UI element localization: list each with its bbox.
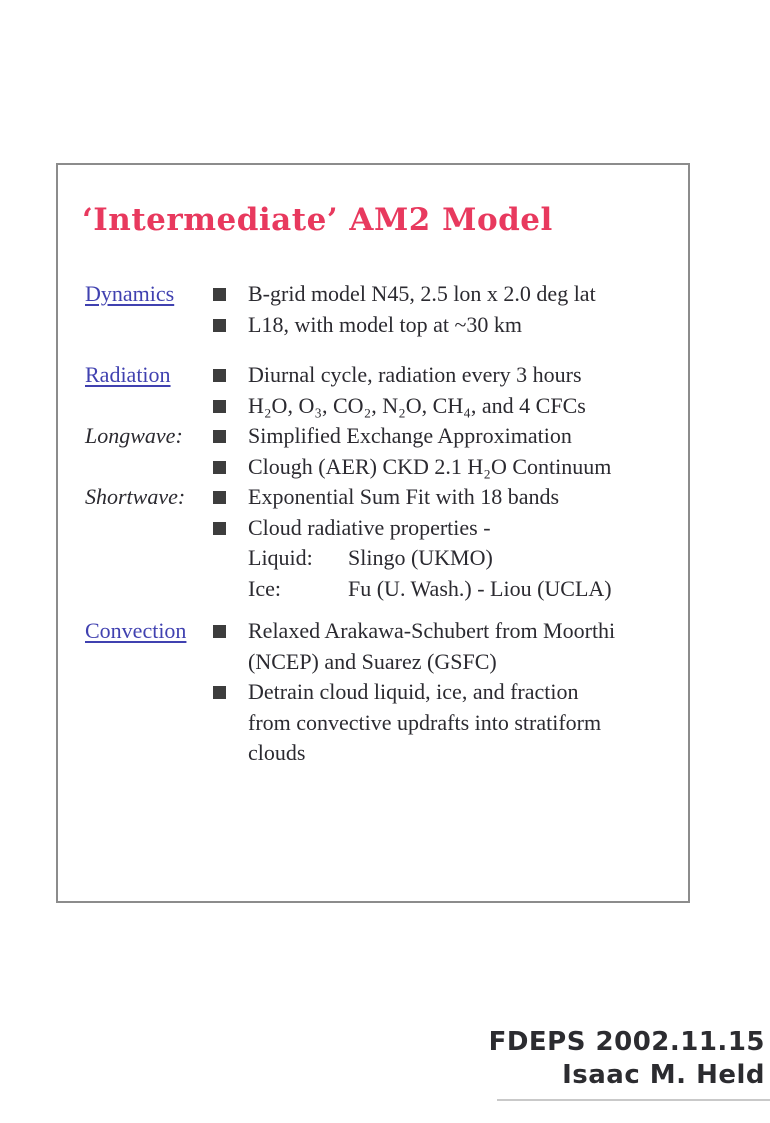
- row-convection: [85, 616, 670, 647]
- row-l18: [85, 310, 670, 341]
- handwritten-date: FDEPS 2002.11.15: [488, 1027, 765, 1057]
- section-link-radiation[interactable]: Radiation: [85, 362, 171, 387]
- bullet-square-icon: [213, 522, 226, 535]
- row-gases: [85, 391, 670, 422]
- section-link-convection[interactable]: Convection: [85, 618, 187, 643]
- row-ncep: [85, 647, 670, 678]
- bullet-square-icon: [213, 369, 226, 382]
- slide-frame: [56, 163, 690, 903]
- bullet-text: H₂O, O₃, CO₂, N₂O, CH₄, and 4 CFCs: [248, 392, 586, 418]
- bullet-text: Exponential Sum Fit with 18 bands: [248, 484, 560, 509]
- bullet-text: Cloud radiative properties -: [248, 514, 491, 540]
- bullet-text: B-grid model N45, 2.5 lon x 2.0 deg lat: [248, 281, 596, 306]
- bullet-text: Relaxed Arakawa-Schubert from Moorthi: [248, 618, 616, 643]
- section-label-longwave: Longwave:: [85, 423, 183, 448]
- sub-text: Slingo (UKMO): [348, 545, 493, 570]
- continuation-text: clouds: [248, 740, 306, 765]
- bullet-text: Diurnal cycle, radiation every 3 hours: [248, 362, 582, 387]
- row-dynamics: [85, 279, 670, 310]
- bullet-square-icon: [213, 400, 226, 413]
- row-liquid: [85, 543, 670, 574]
- section-label-shortwave: Shortwave:: [85, 484, 186, 509]
- row-clough: [85, 452, 670, 483]
- row-shortwave: [85, 482, 670, 513]
- scan-artifact-line: [497, 1099, 770, 1101]
- bullet-square-icon: [213, 461, 226, 474]
- row-ice: [85, 574, 670, 605]
- bullet-square-icon: [213, 319, 226, 332]
- sub-label-liquid: Liquid:: [248, 545, 313, 570]
- continuation-text: from convective updrafts into stratiform: [248, 709, 602, 735]
- sub-text: Fu (U. Wash.) - Liou (UCLA): [348, 575, 612, 601]
- bullet-text: Simplified Exchange Approximation: [248, 423, 572, 448]
- slide-body: [85, 279, 670, 769]
- slide-title: ‘Intermediate’ AM2 Model: [82, 202, 553, 238]
- handwritten-note: [489, 1026, 765, 1092]
- row-detrain: [85, 677, 670, 708]
- bullet-square-icon: [213, 625, 226, 638]
- row-longwave: [85, 421, 670, 452]
- bullet-square-icon: [213, 430, 226, 443]
- sub-label-ice: Ice:: [248, 575, 281, 601]
- bullet-text: Clough (AER) CKD 2.1 H₂O Continuum: [248, 453, 612, 479]
- bullet-square-icon: [213, 288, 226, 301]
- section-link-dynamics[interactable]: Dynamics: [85, 281, 175, 306]
- bullet-text: L18, with model top at ~30 km: [248, 311, 523, 337]
- row-cloud-properties: [85, 513, 670, 544]
- bullet-text: Detrain cloud liquid, ice, and fraction: [248, 679, 579, 704]
- row-clouds: [85, 738, 670, 769]
- handwritten-author: Isaac M. Held: [562, 1060, 765, 1090]
- bullet-square-icon: [213, 491, 226, 504]
- row-radiation: [85, 360, 670, 391]
- bullet-square-icon: [213, 686, 226, 699]
- continuation-text: (NCEP) and Suarez (GSFC): [248, 648, 497, 674]
- row-stratiform: [85, 708, 670, 739]
